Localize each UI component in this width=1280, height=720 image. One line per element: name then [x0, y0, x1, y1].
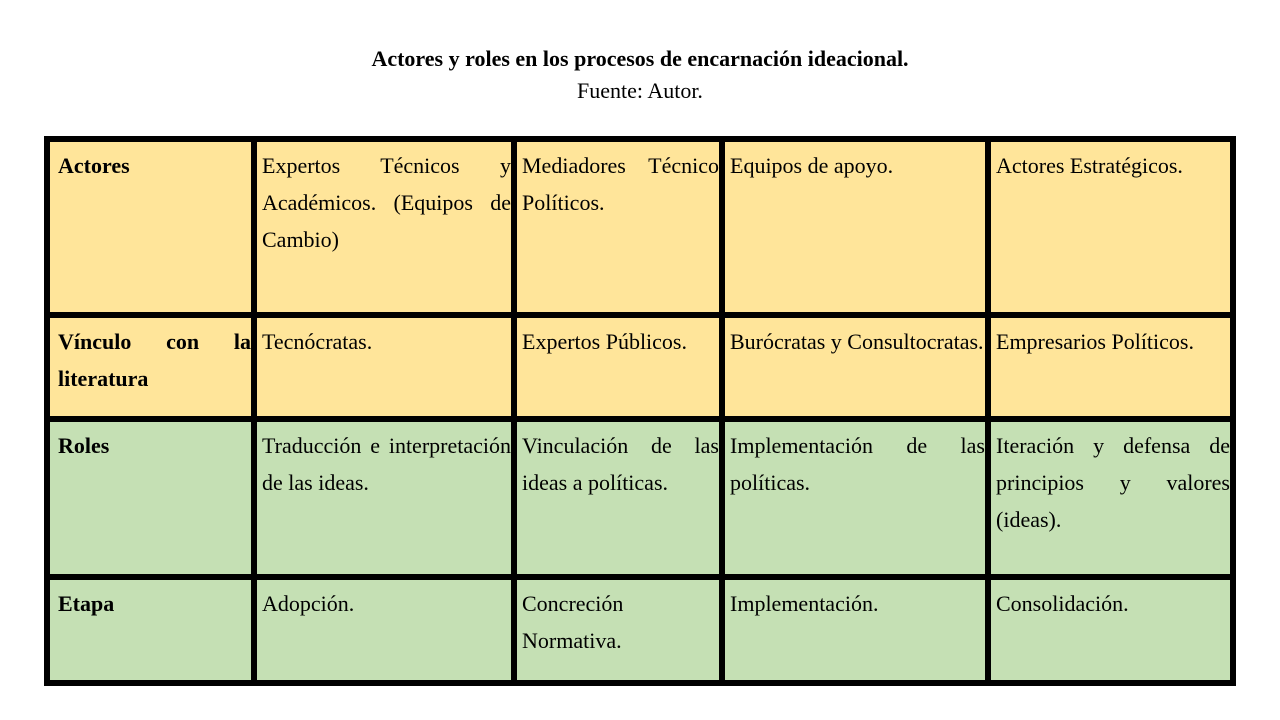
table-cell: Iteración y defensa de principios y valores (ideas). — [991, 422, 1236, 581]
row-header-vinculo: Vínculo con la literatura — [44, 318, 257, 422]
table-cell: Expertos Técnicos y Académicos. (Equipos de Cambio) — [257, 136, 517, 318]
table-cell: Adopción. — [257, 580, 517, 686]
table-row-etapa — [44, 580, 1236, 686]
table-cell: Empresarios Políticos. — [991, 318, 1236, 422]
row-header-actores: Actores — [44, 136, 257, 318]
table-row-vinculo — [44, 318, 1236, 422]
table-cell: Consolidación. — [991, 580, 1236, 686]
table-cell: Implementación. — [725, 580, 991, 686]
table-cell: Burócratas y Consultocratas. — [725, 318, 991, 422]
slide-title: Actores y roles en los procesos de encarnación ideacional. — [371, 46, 909, 71]
table-cell: Equipos de apoyo. — [725, 136, 991, 318]
slide-subtitle: Fuente: Autor. — [577, 78, 703, 103]
table-cell: Implementación de las políticas. — [725, 422, 991, 581]
table-row-actores — [44, 136, 1236, 318]
row-header-etapa: Etapa — [44, 580, 257, 686]
table-cell: Vinculación de las ideas a políticas. — [517, 422, 725, 581]
table-cell: Expertos Públicos. — [517, 318, 725, 422]
table-row-roles — [44, 422, 1236, 581]
table-cell: Traducción e interpretación de las ideas. — [257, 422, 517, 581]
table-cell: Tecnócratas. — [257, 318, 517, 422]
table-cell: Actores Estratégicos. — [991, 136, 1236, 318]
row-header-roles: Roles — [44, 422, 257, 581]
table-cell: Mediadores Técnico Políticos. — [517, 136, 725, 318]
actors-roles-table — [44, 136, 1236, 686]
table-cell: Concreción Normativa. — [517, 580, 725, 686]
